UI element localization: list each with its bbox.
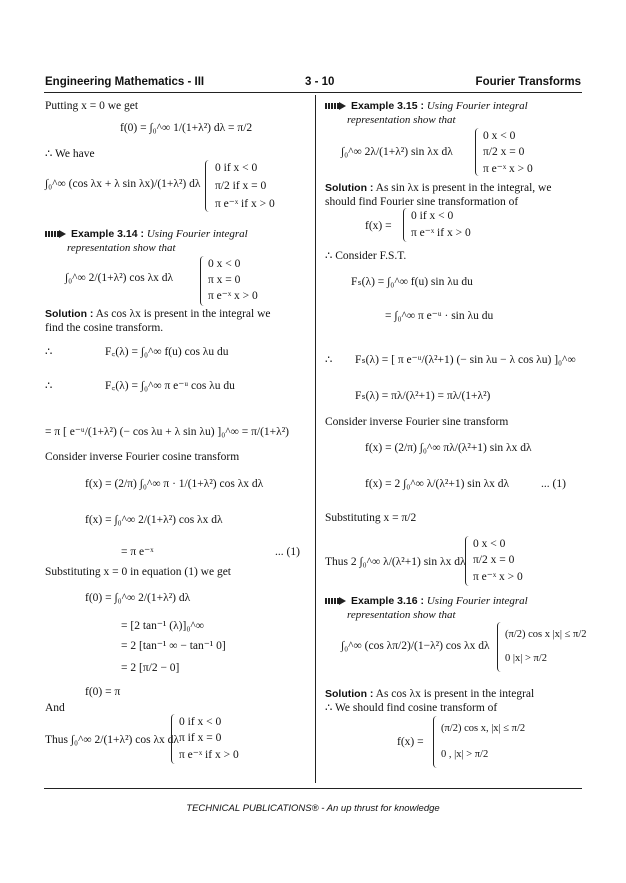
footer-rule <box>44 788 582 789</box>
equation: f(x) = (2/π) ∫₀^∞ πλ/(λ²+1) sin λx dλ <box>365 442 532 454</box>
equation: f(0) = ∫₀^∞ 2/(1+λ²) dλ <box>85 592 191 604</box>
text-line: Substituting x = π/2 <box>325 512 417 524</box>
case-line: 0 x < 0 <box>208 258 241 270</box>
equation-number: ... (1) <box>541 478 566 490</box>
equation: = 2 [π/2 − 0] <box>121 662 180 674</box>
page-footer: TECHNICAL PUBLICATIONS® - An up thrust for knowledge <box>186 803 440 814</box>
solution-line: Solution : As sin λx is present in the integral, we <box>325 182 552 194</box>
equation: f(x) = <box>397 736 424 748</box>
text-line: find the cosine transform. <box>45 322 164 334</box>
case-line: π e⁻ˣ x > 0 <box>208 290 258 302</box>
equation: f(x) = 2 ∫₀^∞ λ/(λ²+1) sin λx dλ <box>365 478 510 490</box>
equation: Thus 2 ∫₀^∞ λ/(λ²+1) sin λx dλ <box>325 556 466 568</box>
case-line: π e⁻ˣ if x > 0 <box>179 749 239 761</box>
case-line: 0 if x < 0 <box>179 716 222 728</box>
equation: = [2 tan⁻¹ (λ)]₀^∞ <box>121 620 204 632</box>
case-line: π/2 if x = 0 <box>215 180 267 192</box>
equation: ∫₀^∞ (cos λπ/2)/(1−λ²) cos λx dλ <box>341 640 490 652</box>
case-line: π e⁻ˣ x > 0 <box>483 163 533 175</box>
equation: = π [ e⁻ᵘ/(1+λ²) (− cos λu + λ sin λu) ]₀^∞ = π/(1+λ²) <box>45 426 289 438</box>
example-text: representation show that <box>347 609 456 621</box>
case-line: π e⁻ˣ x > 0 <box>473 571 523 583</box>
text-line: Consider inverse Fourier cosine transform <box>45 451 240 463</box>
case-line: π e⁻ˣ if x > 0 <box>411 227 471 239</box>
text-line: ∴ We have <box>45 148 95 160</box>
text-line: ∴ We should find cosine transform of <box>325 702 498 714</box>
arrow-icon <box>325 597 347 605</box>
equation: = 2 [tan⁻¹ ∞ − tan⁻¹ 0] <box>121 640 226 652</box>
equation: f(0) = π <box>85 686 121 698</box>
case-line: π if x = 0 <box>179 732 222 744</box>
equation-number: ... (1) <box>275 546 300 558</box>
example-heading: Example 3.15 : Using Fourier integral <box>325 100 528 113</box>
brace <box>497 622 503 672</box>
page-number: 3 - 10 <box>305 76 335 88</box>
text-line: Consider inverse Fourier sine transform <box>325 416 509 428</box>
text-line: Putting x = 0 we get <box>45 100 139 112</box>
column-divider <box>315 95 316 783</box>
solution-line: Solution : As cos λx is present in the integral <box>325 688 535 700</box>
brace <box>465 536 471 586</box>
equation: ∫₀^∞ 2λ/(1+λ²) sin λx dλ <box>341 146 453 158</box>
equation: F꜀(λ) = ∫₀^∞ f(u) cos λu du <box>105 346 229 358</box>
text-line: ∴ Consider F.S.T. <box>325 250 407 262</box>
therefore-symbol: ∴ <box>45 380 53 392</box>
case-line: π x = 0 <box>208 274 241 286</box>
chapter-title: Fourier Transforms <box>475 76 581 88</box>
equation: Fₛ(λ) = πλ/(λ²+1) = πλ/(1+λ²) <box>355 390 491 402</box>
case-line: 0 x < 0 <box>473 538 506 550</box>
case-line: 0 x < 0 <box>483 130 516 142</box>
text-line: should find Fourier sine transformation of <box>325 196 519 208</box>
brace <box>403 208 409 242</box>
case-line: 0 if x < 0 <box>215 162 258 174</box>
equation: = π e⁻ˣ <box>121 546 154 558</box>
equation: F꜀(λ) = ∫₀^∞ π e⁻ᵘ cos λu du <box>105 380 235 392</box>
therefore-symbol: ∴ <box>325 354 333 366</box>
brace <box>433 716 439 768</box>
header-rule <box>44 92 582 93</box>
example-text: representation show that <box>347 114 456 126</box>
equation: f(x) = (2/π) ∫₀^∞ π · 1/(1+λ²) cos λx dλ <box>85 478 264 490</box>
example-text: representation show that <box>67 242 176 254</box>
brace <box>205 160 211 212</box>
arrow-icon <box>45 230 67 238</box>
case-line: π/2 x = 0 <box>483 146 525 158</box>
brace <box>200 256 206 306</box>
example-heading: Example 3.16 : Using Fourier integral <box>325 595 528 608</box>
text-line: Substituting x = 0 in equation (1) we get <box>45 566 231 578</box>
case-line: 0 , |x| > π/2 <box>441 749 489 760</box>
equation: Fₛ(λ) = [ π e⁻ᵘ/(λ²+1) (− sin λu − λ cos λu) ]₀^∞ <box>355 354 576 366</box>
case-line: 0 |x| > π/2 <box>505 653 547 664</box>
example-heading: Example 3.14 : Using Fourier integral <box>45 228 248 241</box>
equation: ∫₀^∞ 2/(1+λ²) cos λx dλ <box>65 272 174 284</box>
case-line: π e⁻ˣ if x > 0 <box>215 198 275 210</box>
equation: ∫₀^∞ (cos λx + λ sin λx)/(1+λ²) dλ <box>45 178 201 190</box>
equation: f(x) = ∫₀^∞ 2/(1+λ²) cos λx dλ <box>85 514 223 526</box>
therefore-symbol: ∴ <box>45 346 53 358</box>
solution-line: Solution : As cos λx is present in the integral we <box>45 308 271 320</box>
text-line: And <box>45 702 65 714</box>
case-line: (π/2) cos x, |x| ≤ π/2 <box>441 723 526 734</box>
case-line: 0 if x < 0 <box>411 210 454 222</box>
equation: Fₛ(λ) = ∫₀^∞ f(u) sin λu du <box>351 276 473 288</box>
case-line: π/2 x = 0 <box>473 554 515 566</box>
equation: f(x) = <box>365 220 392 232</box>
running-header <box>45 76 581 92</box>
case-line: (π/2) cos x |x| ≤ π/2 <box>505 629 587 640</box>
equation: f(0) = ∫₀^∞ 1/(1+λ²) dλ = π/2 <box>120 122 253 134</box>
equation: Thus ∫₀^∞ 2/(1+λ²) cos λx dλ <box>45 734 179 746</box>
arrow-icon <box>325 102 347 110</box>
book-title: Engineering Mathematics - III <box>45 76 205 88</box>
equation: = ∫₀^∞ π e⁻ᵘ · sin λu du <box>385 310 494 322</box>
brace <box>171 714 177 764</box>
brace <box>475 128 481 176</box>
